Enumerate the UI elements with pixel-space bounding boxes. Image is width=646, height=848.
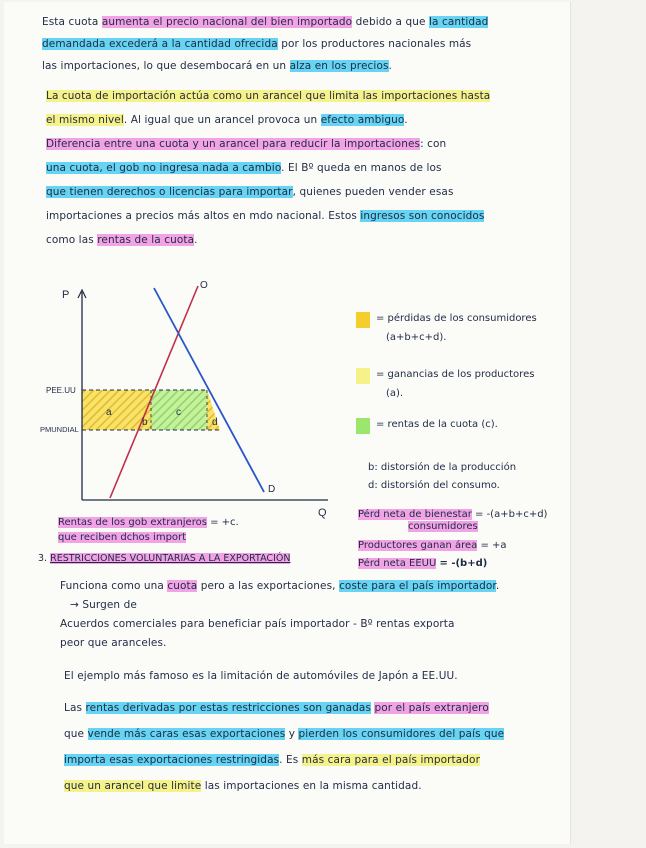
distortion-b: b: distorsión de la producción: [368, 462, 517, 473]
highlighted-text: La cuota de importación actúa como un arancel que limita las importaciones hasta: [46, 90, 491, 102]
legend-label: = ganancias de los productores: [376, 369, 535, 380]
highlighted-text: por el país extranjero: [374, 702, 489, 714]
highlighted-text: que tienen derechos o licencias para importar: [46, 186, 293, 198]
area-d-label: d: [212, 417, 218, 428]
productores-value: = +a: [480, 540, 507, 551]
highlighted-text: rentas derivadas por estas restricciones son ganadas: [85, 702, 372, 714]
perd-neta-title: Pérd neta de bienestar: [358, 509, 472, 520]
legend-sublabel: (a+b+c+d).: [386, 332, 447, 343]
legend-swatch: [356, 418, 370, 434]
text: y: [285, 728, 299, 740]
perd-neta-sub: [408, 521, 478, 532]
text: , quienes pueden vender esas: [292, 186, 454, 198]
perd-neta-value: = -(a+b+c+d): [475, 509, 548, 520]
legend-swatch: [356, 312, 370, 328]
perd-neta-eeuu-text: Pérd neta EEUU: [358, 558, 437, 569]
text: por los productores nacionales más: [277, 38, 472, 50]
section3-heading: [38, 553, 290, 564]
text: peor que aranceles.: [60, 637, 167, 649]
legend-label: = rentas de la cuota (c).: [376, 419, 498, 430]
text: → Surgen de: [70, 599, 137, 611]
text: Las: [64, 702, 86, 714]
p-axis-label: P: [62, 289, 70, 301]
price-mundial-label: PMUNDIAL: [40, 425, 79, 434]
highlighted-text: rentas de la cuota: [97, 234, 195, 246]
text: Funciona como una: [60, 580, 168, 592]
para3-line: [70, 597, 646, 613]
para5-line: [64, 752, 640, 768]
para1-line: [42, 14, 618, 30]
para2-line: [46, 232, 622, 248]
rentas-gob-line2: [58, 532, 186, 543]
para2-line: [46, 136, 622, 152]
perd-neta-eeuu-value: = -(b+d): [439, 558, 488, 569]
para3-line: [60, 578, 636, 594]
distortion-d: d: distorsión del consumo.: [368, 480, 500, 491]
highlighted-text: importa esas exportaciones restringidas: [64, 754, 280, 766]
text: pero a las exportaciones,: [197, 580, 340, 592]
q-axis-label: Q: [318, 507, 327, 519]
supply-label: O: [200, 280, 208, 291]
text: debido a que: [352, 16, 429, 28]
para1-line: [42, 36, 618, 52]
quota-diagram: [40, 280, 340, 520]
perd-neta-subtitle: consumidores: [408, 521, 478, 532]
highlighted-text: coste para el país importador: [339, 580, 496, 592]
text: El ejemplo más famoso es la limitación de automóviles de Japón a EE.UU.: [64, 670, 458, 682]
price-eeuu-label: PEE.UU: [46, 386, 76, 395]
highlighted-text: pierden los consumidores del país que: [298, 728, 505, 740]
text: . Es: [279, 754, 302, 766]
highlighted-text: más cara para el país importador: [301, 754, 480, 766]
text: que: [64, 728, 88, 740]
highlighted-text: que un arancel que limite: [64, 780, 202, 792]
rentas-gob-value: = +c.: [210, 517, 239, 528]
rentas-gob-block: [58, 517, 239, 528]
text: . Al igual que un arancel provoca un: [123, 114, 321, 126]
highlighted-text: el mismo nivel: [46, 114, 124, 126]
rentas-gob-subtext: que reciben dchos import: [58, 532, 187, 543]
section3-title: RESTRICCIONES VOLUNTARIAS A LA EXPORTACIÓN: [50, 553, 291, 564]
text: Acuerdos comerciales para beneficiar país importador - Bº rentas exporta: [60, 618, 455, 630]
text: las importaciones en la misma cantidad.: [201, 780, 422, 792]
highlighted-text: una cuota, el gob no ingresa nada a cambio: [46, 162, 282, 174]
text: : con: [420, 138, 447, 150]
perd-neta-block: [358, 509, 547, 520]
area-a-label: a: [106, 407, 112, 418]
demand-label: D: [268, 484, 276, 495]
text: . El Bº queda en manos de los: [281, 162, 442, 174]
para3-line: [60, 616, 636, 632]
highlighted-text: ingresos son conocidos: [360, 210, 485, 222]
text: las importaciones, lo que desembocará en un: [42, 60, 290, 72]
para3-line: [60, 635, 636, 651]
legend-sublabel: (a).: [386, 388, 404, 399]
para5-line: [64, 726, 640, 742]
text: como las: [46, 234, 98, 246]
area-c-label: c: [176, 407, 181, 418]
quota-diagram-svg: [40, 280, 340, 520]
productores-text: Productores ganan área: [358, 540, 478, 551]
legend-swatch: [356, 368, 370, 384]
area-b-label: b: [142, 417, 148, 428]
text: importaciones a precios más altos en mdo nacional. Estos: [46, 210, 361, 222]
text: Esta cuota: [42, 16, 102, 28]
para2-line: [46, 88, 622, 104]
legend-label: = pérdidas de los consumidores: [376, 313, 537, 324]
para4-line: [64, 668, 640, 684]
para5-line: [64, 778, 640, 794]
section3-number: 3.: [38, 553, 48, 564]
para5-line: [64, 700, 640, 716]
highlighted-text: alza en los precios: [289, 60, 389, 72]
highlighted-text: cuota: [167, 580, 198, 592]
para1-line: [42, 58, 618, 74]
perd-neta-eeuu-block: [358, 558, 487, 569]
highlighted-text: demandada excederá a la cantidad ofrecida: [42, 38, 278, 50]
highlighted-text: aumenta el precio nacional del bien importado: [101, 16, 353, 28]
para2-line: [46, 112, 622, 128]
productores-block: [358, 540, 507, 551]
rentas-gob-text: Rentas de los gob extranjeros: [58, 517, 207, 528]
highlighted-text: efecto ambiguo: [320, 114, 405, 126]
highlighted-text: la cantidad: [428, 16, 489, 28]
para2-line: [46, 160, 622, 176]
text: .: [404, 114, 408, 126]
para2-line: [46, 184, 622, 200]
para2-line: [46, 208, 622, 224]
highlighted-text: Diferencia entre una cuota y un arancel para reducir la importaciones: [46, 138, 421, 150]
text: .: [194, 234, 198, 246]
text: .: [495, 580, 500, 592]
text: .: [388, 60, 392, 72]
highlighted-text: vende más caras esas exportaciones: [87, 728, 286, 740]
